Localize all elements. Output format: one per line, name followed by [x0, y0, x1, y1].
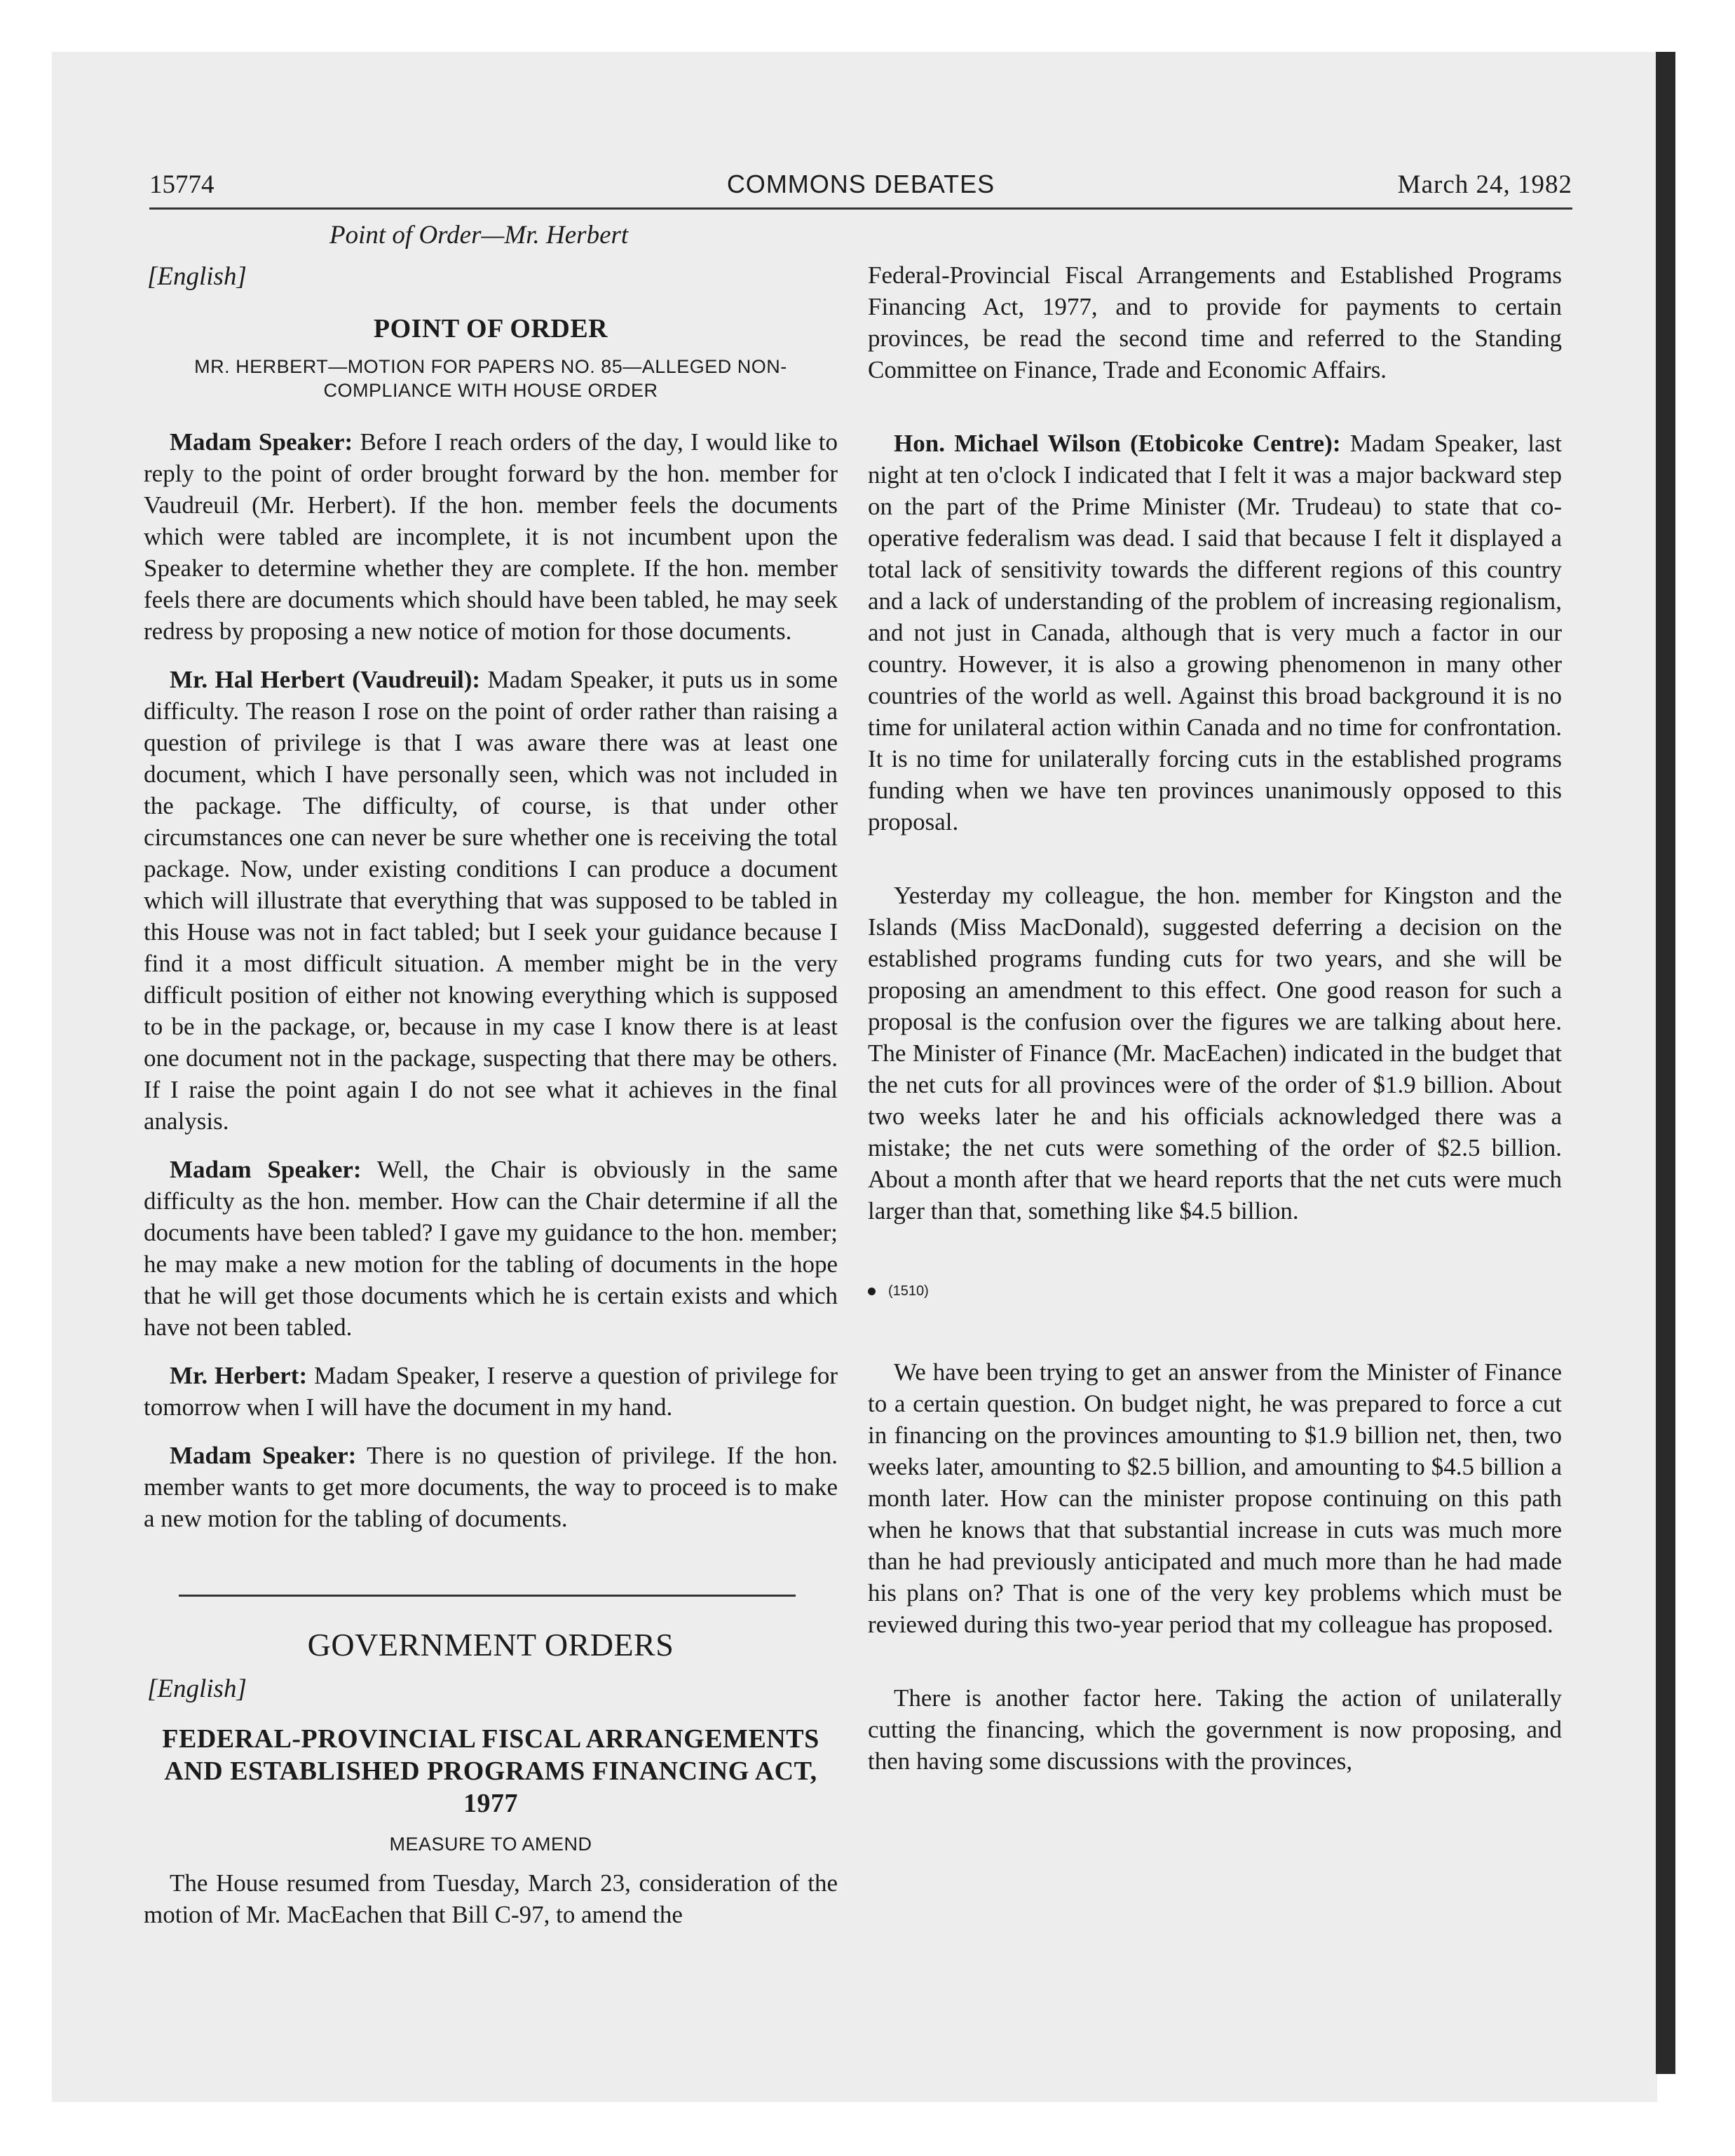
- speech-text: Madam Speaker, it puts us in some difficulty. The reason I rose on the point of order rather than raising a question of privilege is that I was aware there was at least one document, which I have personally seen, which was not included in the package. The difficulty, of course, is that under other circumstances one can never be sure whether one is receiving the total package. Now, under existing conditions I can produce a document which will illustrate that everything that was supposed to be tabled in this House was not in fact tabled; but I seek your guidance because I find it a most difficult situation. A member might be in the very difficult position of either not knowing everything which is supposed to be in the package, or, because in my case I know there is at least one document not in the package, suspecting that there may be others. If I raise the point again I do not see what it achieves in the final analysis.: [144, 666, 838, 1135]
- speaker-name: Mr. Herbert:: [170, 1362, 308, 1389]
- scan-edge-bar: [1656, 52, 1675, 2074]
- paragraph: The House resumed from Tuesday, March 23, consideration of the motion of Mr. MacEachen that Bill C-97, to amend the: [144, 1869, 838, 1928]
- publication-title: COMMONS DEBATES: [726, 170, 995, 198]
- paragraph: [144, 1360, 838, 1423]
- page-header: [149, 167, 1572, 210]
- bill-subheading: MEASURE TO AMEND: [389, 1834, 592, 1855]
- language-tag: [English]: [147, 1674, 247, 1703]
- speaker-name: Madam Speaker:: [170, 1442, 357, 1469]
- section-divider: [179, 1595, 796, 1597]
- right-column: [868, 259, 1562, 1777]
- page-number: 15774: [149, 170, 215, 199]
- section-heading-government-orders: GOVERNMENT ORDERS: [307, 1627, 674, 1663]
- speech-text: Madam Speaker, I reserve a question of privilege for tomorrow when I will have the document in my hand.: [144, 1362, 838, 1421]
- paragraph: Federal-Provincial Fiscal Arrangements and Established Programs Financing Act, 1977, and to provide for payments to certain provinces, be read the second time and referred to the Standing Committee on Finance, Trade and Economic Affairs.: [868, 261, 1562, 383]
- time-marker: [868, 1276, 1562, 1307]
- paragraph: [144, 426, 838, 647]
- running-subhead: Point of Order—Mr. Herbert: [329, 221, 629, 250]
- section-heading-point-of-order: POINT OF ORDER: [373, 314, 608, 343]
- speaker-name: Hon. Michael Wilson (Etobicoke Centre):: [894, 430, 1341, 457]
- speaker-name: Mr. Hal Herbert (Vaudreuil):: [170, 666, 481, 693]
- time-marker-text: (1510): [888, 1283, 929, 1299]
- bill-heading: FEDERAL-PROVINCIAL FISCAL ARRANGEMENTS AND ESTABLISHED PROGRAMS FINANCING ACT, 1977: [162, 1724, 819, 1818]
- speech-text: There is no question of privilege. If the hon. member wants to get more documents, the way to proceed is to make a new motion for the tabling of documents.: [144, 1442, 838, 1532]
- page-date: March 24, 1982: [1397, 170, 1572, 199]
- speech-text: Madam Speaker, last night at ten o'clock I indicated that I felt it was a major backward step on the part of the Prime Minister (Mr. Trudeau) to state that co-operative federalism was dead. I said that because I felt it displayed a total lack of sensitivity towards the different regions of this country and a lack of understanding of the problem of increasing regionalism, and not just in Canada, although that is very much a factor in our country. However, it is also a growing phenomenon in many other countries of the world as well. Against this broad background it is no time for unilateral action within Canada and no time for confrontation. It is no time for unilaterally forcing cuts in the established programs funding when we have ten provinces unanimously opposed to this proposal.: [868, 430, 1562, 835]
- paragraph: [868, 428, 1562, 838]
- paragraph: [144, 1440, 838, 1534]
- paragraph: We have been trying to get an answer from the Minister of Finance to a certain question. On budget night, he was prepared to force a cut in financing on the provinces amounting to $1.9 billion net, then, two weeks later, amounting to $2.5 billion, and amounting to $4.5 billion a month later. How can the minister propose continuing on this path when he knows that that substantial increase in cuts was much more than he had previously anticipated and much more than he had made his plans on? That is one of the very key problems which must be reviewed during this two-year period that my colleague has proposed.: [868, 1358, 1562, 1638]
- language-tag: [English]: [147, 262, 247, 291]
- bullet-icon: [868, 1288, 876, 1295]
- speech-text: Well, the Chair is obviously in the same difficulty as the hon. member. How can the Chair determine if all the documents have been tabled? I gave my guidance to the hon. member; he may make a new motion for the tabling of documents in the hope that he will get those documents which he is certain exists and which have not been tabled.: [144, 1156, 838, 1341]
- paragraph: There is another factor here. Taking the action of unilaterally cutting the financing, which the government is now proposing, and then having some discussions with the provinces,: [868, 1684, 1562, 1775]
- speech-text: Before I reach orders of the day, I would like to reply to the point of order brought forward by the hon. member for Vaudreuil (Mr. Herbert). If the hon. member feels the documents which were tabled are incomplete, it is not incumbent upon the Speaker to determine whether they are complete. If the hon. member feels there are documents which should have been tabled, he may seek redress by proposing a new notice of motion for those documents.: [144, 428, 838, 645]
- paragraph: Yesterday my colleague, the hon. member for Kingston and the Islands (Miss MacDonald), suggested deferring a decision on the established programs funding cuts for two years, and she will be proposing an amendment to this effect. One good reason for such a proposal is the confusion over the figures we are talking about here. The Minister of Finance (Mr. MacEachen) indicated in the budget that the net cuts for all provinces were of the order of $1.9 billion. About two weeks later he and his officials acknowledged there was a mistake; the net cuts were something of the order of $2.5 billion. About a month after that we heard reports that the net cuts were much larger than that, something like $4.5 billion.: [868, 882, 1562, 1224]
- speaker-name: Madam Speaker:: [170, 428, 353, 456]
- paragraph: [144, 1154, 838, 1343]
- left-column: [144, 219, 838, 1930]
- paragraph: [144, 664, 838, 1137]
- subheading-motion-for-papers: MR. HERBERT—MOTION FOR PAPERS NO. 85—ALLEGED NON-COMPLIANCE WITH HOUSE ORDER: [194, 356, 787, 401]
- speaker-name: Madam Speaker:: [170, 1156, 362, 1183]
